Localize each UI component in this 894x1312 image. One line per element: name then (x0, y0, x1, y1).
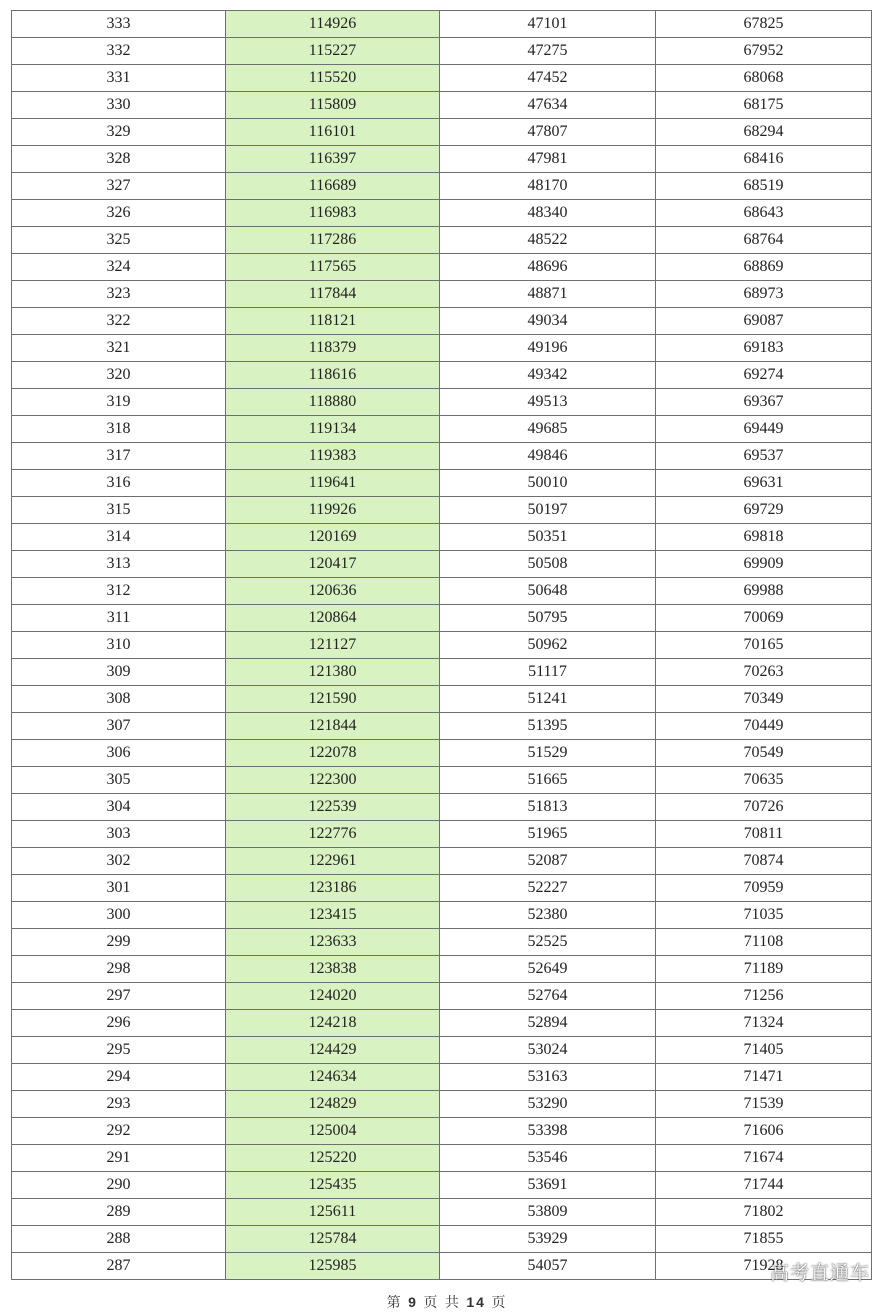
column-4-cell: 68764 (656, 227, 872, 254)
cumulative-cell: 120169 (226, 524, 440, 551)
column-4-cell: 68294 (656, 119, 872, 146)
score-cell: 306 (12, 740, 226, 767)
cumulative-cell: 116689 (226, 173, 440, 200)
cumulative-cell: 123633 (226, 929, 440, 956)
column-4-cell: 71256 (656, 983, 872, 1010)
cumulative-cell: 118880 (226, 389, 440, 416)
cumulative-cell: 123838 (226, 956, 440, 983)
cumulative-cell: 121127 (226, 632, 440, 659)
table-row (12, 1010, 872, 1037)
score-cell: 321 (12, 335, 226, 362)
score-cell: 312 (12, 578, 226, 605)
column-4-cell: 69909 (656, 551, 872, 578)
score-cell: 322 (12, 308, 226, 335)
score-cell: 308 (12, 686, 226, 713)
score-cell: 314 (12, 524, 226, 551)
column-3-cell: 49685 (440, 416, 656, 443)
column-3-cell: 50648 (440, 578, 656, 605)
table-row (12, 416, 872, 443)
column-3-cell: 49513 (440, 389, 656, 416)
column-4-cell: 69988 (656, 578, 872, 605)
column-3-cell: 53929 (440, 1226, 656, 1253)
table-row (12, 1199, 872, 1226)
column-3-cell: 53809 (440, 1199, 656, 1226)
cumulative-cell: 117844 (226, 281, 440, 308)
cumulative-cell: 114926 (226, 11, 440, 38)
column-4-cell: 70069 (656, 605, 872, 632)
cumulative-cell: 122776 (226, 821, 440, 848)
table-row (12, 308, 872, 335)
table-row (12, 443, 872, 470)
score-cell: 290 (12, 1172, 226, 1199)
cumulative-cell: 115227 (226, 38, 440, 65)
score-cell: 298 (12, 956, 226, 983)
score-cell: 310 (12, 632, 226, 659)
column-3-cell: 49342 (440, 362, 656, 389)
column-3-cell: 47634 (440, 92, 656, 119)
column-3-cell: 48170 (440, 173, 656, 200)
column-3-cell: 50197 (440, 497, 656, 524)
score-table-body (12, 11, 872, 1280)
current-page-number: 9 (408, 1294, 418, 1310)
column-3-cell: 49034 (440, 308, 656, 335)
table-row (12, 902, 872, 929)
column-4-cell: 71606 (656, 1118, 872, 1145)
cumulative-cell: 124829 (226, 1091, 440, 1118)
column-3-cell: 51529 (440, 740, 656, 767)
column-4-cell: 70726 (656, 794, 872, 821)
score-cell: 332 (12, 38, 226, 65)
score-cell: 323 (12, 281, 226, 308)
score-cell: 328 (12, 146, 226, 173)
cumulative-cell: 125611 (226, 1199, 440, 1226)
score-cell: 311 (12, 605, 226, 632)
score-cell: 287 (12, 1253, 226, 1280)
column-3-cell: 53024 (440, 1037, 656, 1064)
table-row (12, 713, 872, 740)
cumulative-cell: 117565 (226, 254, 440, 281)
score-cell: 288 (12, 1226, 226, 1253)
column-3-cell: 51241 (440, 686, 656, 713)
column-3-cell: 53290 (440, 1091, 656, 1118)
cumulative-cell: 124218 (226, 1010, 440, 1037)
score-table (11, 10, 872, 1280)
table-row (12, 821, 872, 848)
column-4-cell: 71744 (656, 1172, 872, 1199)
page-footer (0, 1292, 894, 1312)
column-4-cell: 71539 (656, 1091, 872, 1118)
table-row (12, 578, 872, 605)
score-cell: 330 (12, 92, 226, 119)
table-row (12, 1226, 872, 1253)
table-row (12, 848, 872, 875)
cumulative-cell: 120636 (226, 578, 440, 605)
column-3-cell: 48696 (440, 254, 656, 281)
score-cell: 318 (12, 416, 226, 443)
column-4-cell: 68416 (656, 146, 872, 173)
column-3-cell: 52525 (440, 929, 656, 956)
table-row (12, 92, 872, 119)
column-4-cell: 69087 (656, 308, 872, 335)
score-cell: 304 (12, 794, 226, 821)
table-row (12, 1037, 872, 1064)
column-4-cell: 67952 (656, 38, 872, 65)
table-row (12, 335, 872, 362)
column-3-cell: 51117 (440, 659, 656, 686)
score-cell: 291 (12, 1145, 226, 1172)
score-cell: 292 (12, 1118, 226, 1145)
column-3-cell: 47807 (440, 119, 656, 146)
column-3-cell: 52380 (440, 902, 656, 929)
column-3-cell: 51965 (440, 821, 656, 848)
cumulative-cell: 118616 (226, 362, 440, 389)
score-table-container (11, 10, 871, 1280)
table-row (12, 173, 872, 200)
score-cell: 299 (12, 929, 226, 956)
column-4-cell: 68973 (656, 281, 872, 308)
score-cell: 296 (12, 1010, 226, 1037)
cumulative-cell: 116397 (226, 146, 440, 173)
cumulative-cell: 116983 (226, 200, 440, 227)
table-row (12, 146, 872, 173)
table-row (12, 119, 872, 146)
column-4-cell: 70549 (656, 740, 872, 767)
column-4-cell: 71674 (656, 1145, 872, 1172)
column-3-cell: 53163 (440, 1064, 656, 1091)
watermark-text: 高考直通车 (769, 1262, 870, 1284)
column-4-cell: 70959 (656, 875, 872, 902)
column-4-cell: 69274 (656, 362, 872, 389)
score-cell: 327 (12, 173, 226, 200)
score-cell: 333 (12, 11, 226, 38)
cumulative-cell: 121844 (226, 713, 440, 740)
score-cell: 294 (12, 1064, 226, 1091)
table-row (12, 1172, 872, 1199)
footer-suffix: 页 (491, 1296, 508, 1311)
column-4-cell: 70449 (656, 713, 872, 740)
table-row (12, 470, 872, 497)
column-4-cell: 69537 (656, 443, 872, 470)
column-3-cell: 51395 (440, 713, 656, 740)
table-row (12, 956, 872, 983)
column-4-cell: 70165 (656, 632, 872, 659)
cumulative-cell: 118379 (226, 335, 440, 362)
cumulative-cell: 122961 (226, 848, 440, 875)
column-4-cell: 69367 (656, 389, 872, 416)
column-4-cell: 71802 (656, 1199, 872, 1226)
score-cell: 297 (12, 983, 226, 1010)
column-3-cell: 53398 (440, 1118, 656, 1145)
cumulative-cell: 115520 (226, 65, 440, 92)
column-4-cell: 68068 (656, 65, 872, 92)
column-3-cell: 52649 (440, 956, 656, 983)
column-4-cell: 71855 (656, 1226, 872, 1253)
table-row (12, 686, 872, 713)
cumulative-cell: 119383 (226, 443, 440, 470)
column-4-cell: 71189 (656, 956, 872, 983)
cumulative-cell: 123415 (226, 902, 440, 929)
table-row (12, 1091, 872, 1118)
table-row (12, 281, 872, 308)
cumulative-cell: 117286 (226, 227, 440, 254)
column-4-cell: 67825 (656, 11, 872, 38)
score-cell: 317 (12, 443, 226, 470)
table-row (12, 65, 872, 92)
column-3-cell: 47275 (440, 38, 656, 65)
cumulative-cell: 119134 (226, 416, 440, 443)
column-3-cell: 52227 (440, 875, 656, 902)
table-row (12, 1145, 872, 1172)
column-3-cell: 51665 (440, 767, 656, 794)
column-4-cell: 69729 (656, 497, 872, 524)
column-3-cell: 47981 (440, 146, 656, 173)
cumulative-cell: 121590 (226, 686, 440, 713)
cumulative-cell: 120417 (226, 551, 440, 578)
column-4-cell: 71471 (656, 1064, 872, 1091)
table-row (12, 524, 872, 551)
table-row (12, 767, 872, 794)
column-4-cell: 71928 (656, 1253, 872, 1280)
score-cell: 302 (12, 848, 226, 875)
cumulative-cell: 119641 (226, 470, 440, 497)
score-cell: 293 (12, 1091, 226, 1118)
column-4-cell: 69818 (656, 524, 872, 551)
score-cell: 326 (12, 200, 226, 227)
column-3-cell: 50508 (440, 551, 656, 578)
table-row (12, 1253, 872, 1280)
score-cell: 315 (12, 497, 226, 524)
column-3-cell: 52894 (440, 1010, 656, 1037)
table-row (12, 551, 872, 578)
cumulative-cell: 121380 (226, 659, 440, 686)
table-row (12, 200, 872, 227)
column-4-cell: 68869 (656, 254, 872, 281)
table-row (12, 38, 872, 65)
table-row (12, 227, 872, 254)
column-3-cell: 48871 (440, 281, 656, 308)
table-row (12, 605, 872, 632)
score-cell: 325 (12, 227, 226, 254)
score-cell: 313 (12, 551, 226, 578)
cumulative-cell: 125784 (226, 1226, 440, 1253)
score-cell: 320 (12, 362, 226, 389)
table-row (12, 11, 872, 38)
table-row (12, 497, 872, 524)
column-3-cell: 47452 (440, 65, 656, 92)
cumulative-cell: 119926 (226, 497, 440, 524)
table-row (12, 983, 872, 1010)
column-3-cell: 47101 (440, 11, 656, 38)
cumulative-cell: 123186 (226, 875, 440, 902)
score-cell: 316 (12, 470, 226, 497)
score-cell: 331 (12, 65, 226, 92)
column-3-cell: 54057 (440, 1253, 656, 1280)
column-3-cell: 48522 (440, 227, 656, 254)
column-4-cell: 71405 (656, 1037, 872, 1064)
column-4-cell: 69449 (656, 416, 872, 443)
cumulative-cell: 124634 (226, 1064, 440, 1091)
table-row (12, 389, 872, 416)
footer-prefix: 第 (386, 1296, 403, 1311)
score-cell: 303 (12, 821, 226, 848)
score-cell: 300 (12, 902, 226, 929)
cumulative-cell: 124020 (226, 983, 440, 1010)
column-4-cell: 70874 (656, 848, 872, 875)
table-row (12, 929, 872, 956)
column-3-cell: 50351 (440, 524, 656, 551)
cumulative-cell: 120864 (226, 605, 440, 632)
column-3-cell: 53546 (440, 1145, 656, 1172)
column-3-cell: 50962 (440, 632, 656, 659)
table-row (12, 1064, 872, 1091)
cumulative-cell: 125435 (226, 1172, 440, 1199)
column-4-cell: 71108 (656, 929, 872, 956)
table-row (12, 362, 872, 389)
column-3-cell: 52764 (440, 983, 656, 1010)
column-4-cell: 70635 (656, 767, 872, 794)
column-3-cell: 49846 (440, 443, 656, 470)
column-4-cell: 68175 (656, 92, 872, 119)
cumulative-cell: 118121 (226, 308, 440, 335)
cumulative-cell: 116101 (226, 119, 440, 146)
column-4-cell: 68643 (656, 200, 872, 227)
table-row (12, 875, 872, 902)
column-4-cell: 71324 (656, 1010, 872, 1037)
total-pages-number: 14 (466, 1294, 486, 1310)
score-cell: 307 (12, 713, 226, 740)
score-cell: 329 (12, 119, 226, 146)
cumulative-cell: 122539 (226, 794, 440, 821)
cumulative-cell: 124429 (226, 1037, 440, 1064)
cumulative-cell: 122078 (226, 740, 440, 767)
score-cell: 319 (12, 389, 226, 416)
column-4-cell: 70263 (656, 659, 872, 686)
score-cell: 289 (12, 1199, 226, 1226)
column-4-cell: 69183 (656, 335, 872, 362)
column-3-cell: 50010 (440, 470, 656, 497)
column-4-cell: 70811 (656, 821, 872, 848)
column-3-cell: 53691 (440, 1172, 656, 1199)
score-cell: 301 (12, 875, 226, 902)
column-3-cell: 48340 (440, 200, 656, 227)
column-3-cell: 51813 (440, 794, 656, 821)
column-4-cell: 70349 (656, 686, 872, 713)
table-row (12, 740, 872, 767)
column-4-cell: 71035 (656, 902, 872, 929)
column-4-cell: 69631 (656, 470, 872, 497)
table-row (12, 794, 872, 821)
table-row (12, 659, 872, 686)
column-3-cell: 52087 (440, 848, 656, 875)
cumulative-cell: 122300 (226, 767, 440, 794)
score-cell: 324 (12, 254, 226, 281)
score-cell: 309 (12, 659, 226, 686)
score-cell: 295 (12, 1037, 226, 1064)
table-row (12, 632, 872, 659)
cumulative-cell: 115809 (226, 92, 440, 119)
column-4-cell: 68519 (656, 173, 872, 200)
cumulative-cell: 125985 (226, 1253, 440, 1280)
score-cell: 305 (12, 767, 226, 794)
footer-middle: 页 共 (423, 1296, 461, 1311)
table-row (12, 254, 872, 281)
column-3-cell: 49196 (440, 335, 656, 362)
table-row (12, 1118, 872, 1145)
column-3-cell: 50795 (440, 605, 656, 632)
cumulative-cell: 125004 (226, 1118, 440, 1145)
cumulative-cell: 125220 (226, 1145, 440, 1172)
